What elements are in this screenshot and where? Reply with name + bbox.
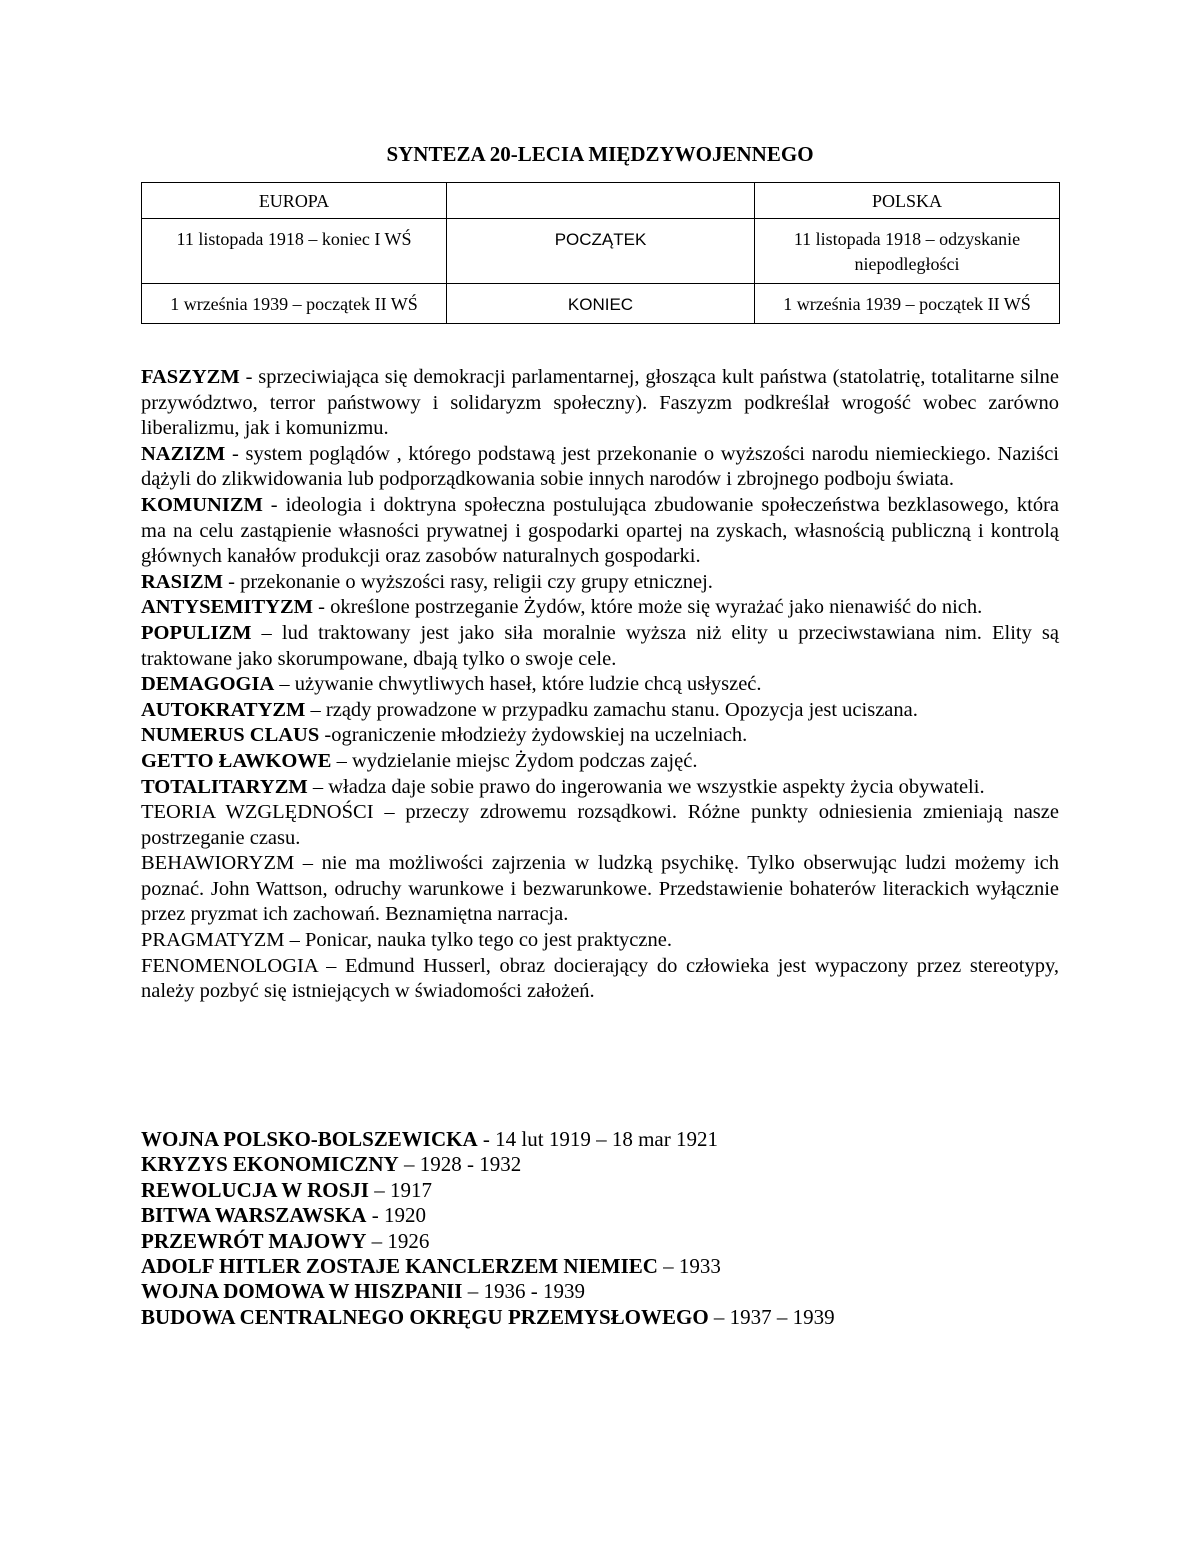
definition-term: GETTO ŁAWKOWE <box>141 749 332 772</box>
header-polska: POLSKA <box>755 183 1060 219</box>
header-europa: EUROPA <box>142 183 447 219</box>
definition-item <box>141 851 1059 928</box>
event-date: – 1937 – 1939 <box>708 1304 835 1329</box>
definition-text: - ideologia i doktryna społeczna postulująca zbudowanie społeczeństwa bezklasowego, która ma na celu zastąpienie własności prywatnej i gospodarki opartej na zyskach, własnością publiczną i kontrolą głównych kanałów produkcji oraz zasobów naturalnych gospodarki. <box>141 493 1059 568</box>
definition-item <box>141 749 1059 775</box>
definition-text: – lud traktowany jest jako siła moralnie wyższa niż elity u przeciwstawiana nim. Elity są traktowane jako skorumpowane, dbają tylko o swoje cele. <box>141 621 1059 670</box>
definition-item <box>141 954 1059 1005</box>
definition-text: - system poglądów , którego podstawą jest przekonanie o wyższości narodu niemieckiego. Naziści dążyli do zlikwidowania lub podporządkowania sobie innych narodów i zbrojnego podboju świata. <box>141 442 1059 491</box>
definition-text: – władza daje sobie prawo do ingerowania we wszystkie aspekty życia obywateli. <box>307 775 985 798</box>
event-item <box>141 1127 1059 1152</box>
definition-item <box>141 698 1059 724</box>
definition-item <box>141 928 1059 954</box>
event-item <box>141 1279 1059 1304</box>
definition-term: KOMUNIZM <box>141 493 263 516</box>
definition-text: - sprzeciwiająca się demokracji parlamentarnej, głosząca kult państwa (statolatrię, totalitarne silne przywództwo, terror państwowy i solidaryzm społeczny). Faszyzm podkreślał wrogość wobec zarówno liberalizmu, jak i komunizmu. <box>141 366 1059 440</box>
event-date: – 1926 <box>366 1228 430 1253</box>
document-title: SYNTEZA 20-LECIA MIĘDZYWOJENNEGO <box>386 142 814 166</box>
table-cell-polska: 1 września 1939 – początek II WŚ <box>755 284 1060 324</box>
definition-text: – używanie chwytliwych haseł, które ludzie chcą usłyszeć. <box>274 673 762 696</box>
definition-text: FENOMENOLOGIA – Edmund Husserl, obraz docierający do człowieka jest wypaczony przez stereotypy, należy pozbyć się istniejących w świadomości założeń. <box>141 954 1059 1003</box>
event-name: PRZEWRÓT MAJOWY <box>141 1228 367 1253</box>
event-date: – 1936 - 1939 <box>462 1279 585 1304</box>
table-cell-europa: 1 września 1939 – początek II WŚ <box>142 284 447 324</box>
definition-text: – wydzielanie miejsc Żydom podczas zajęć. <box>331 749 698 772</box>
event-item <box>141 1229 1059 1254</box>
event-date: - 1920 <box>366 1203 426 1228</box>
definition-text: -ograniczenie młodzieży żydowskiej na uczelniach. <box>319 724 748 747</box>
event-name: WOJNA POLSKO-BOLSZEWICKA <box>141 1127 478 1151</box>
event-name: ADOLF HITLER ZOSTAJE KANCLERZEM NIEMIEC <box>141 1254 658 1279</box>
definition-text: - przekonanie o wyższości rasy, religii czy grupy etnicznej. <box>223 570 713 593</box>
definition-term: ANTYSEMITYZM <box>141 596 313 619</box>
event-name: REWOLUCJA W ROSJI <box>141 1177 369 1202</box>
table-cell-label: POCZĄTEK <box>447 219 755 284</box>
event-item <box>141 1305 1059 1330</box>
definition-item <box>141 621 1059 672</box>
definition-item <box>141 723 1059 749</box>
definition-item <box>141 595 1059 621</box>
definition-item <box>141 365 1059 442</box>
event-date: - 14 lut 1919 – 18 mar 1921 <box>477 1127 718 1151</box>
table-row <box>142 284 1060 324</box>
event-name: WOJNA DOMOWA W HISZPANII <box>141 1279 463 1304</box>
table-cell-label: KONIEC <box>447 284 755 324</box>
definition-term: FASZYZM <box>141 366 240 388</box>
definition-item <box>141 775 1059 801</box>
definition-item <box>141 672 1059 698</box>
table-header-row <box>142 183 1060 219</box>
event-name: BITWA WARSZAWSKA <box>141 1203 367 1228</box>
definition-text: - określone postrzeganie Żydów, które może się wyrażać jako nienawiść do nich. <box>313 596 983 619</box>
definition-term: RASIZM <box>141 570 224 593</box>
table-cell-polska: 11 listopada 1918 – odzyskanie niepodległości <box>755 219 1060 284</box>
definition-term: AUTOKRATYZM <box>141 698 306 721</box>
definition-term: POPULIZM <box>141 621 252 644</box>
definition-item <box>141 800 1059 851</box>
definition-text: BEHAWIORYZM – nie ma możliwości zajrzenia w ludzką psychikę. Tylko obserwując ludzi możemy ich poznać. John Wattson, odruchy warunkowe i bezwarunkowe. Przedstawienie bohaterów literackich wyłącznie przez pryzmat ich zachowań. Beznamiętna narracja. <box>141 852 1059 926</box>
definition-text: PRAGMATYZM – Ponicar, nauka tylko tego co jest praktyczne. <box>141 929 672 952</box>
event-date: – 1928 - 1932 <box>398 1152 522 1177</box>
definitions-section <box>141 365 1059 1005</box>
event-name: KRYZYS EKONOMICZNY <box>141 1152 399 1177</box>
event-date: – 1917 <box>368 1177 432 1202</box>
definition-item <box>141 570 1059 596</box>
event-item <box>141 1203 1059 1228</box>
definition-term: NAZIZM <box>141 442 226 465</box>
event-name: BUDOWA CENTRALNEGO OKRĘGU PRZEMYSŁOWEGO <box>141 1304 709 1329</box>
event-item <box>141 1254 1059 1279</box>
event-item <box>141 1178 1059 1203</box>
table-row <box>142 219 1060 284</box>
table-cell-europa: 11 listopada 1918 – koniec I WŚ <box>142 219 447 284</box>
definition-text: TEORIA WZGLĘDNOŚCI – przeczy zdrowemu rozsądkowi. Różne punkty odniesienia zmieniają nasze postrzeganie czasu. <box>141 801 1059 849</box>
definition-item <box>141 493 1059 570</box>
definition-text: – rządy prowadzone w przypadku zamachu stanu. Opozycja jest uciszana. <box>305 698 918 721</box>
definition-term: TOTALITARYZM <box>141 775 308 798</box>
header-empty <box>447 183 755 219</box>
definition-term: NUMERUS CLAUS <box>141 724 320 747</box>
events-section <box>141 1127 1059 1330</box>
definition-item <box>141 442 1059 493</box>
summary-table <box>141 182 1060 324</box>
event-date: – 1933 <box>657 1254 721 1279</box>
definition-term: DEMAGOGIA <box>141 673 275 696</box>
event-item <box>141 1152 1059 1177</box>
